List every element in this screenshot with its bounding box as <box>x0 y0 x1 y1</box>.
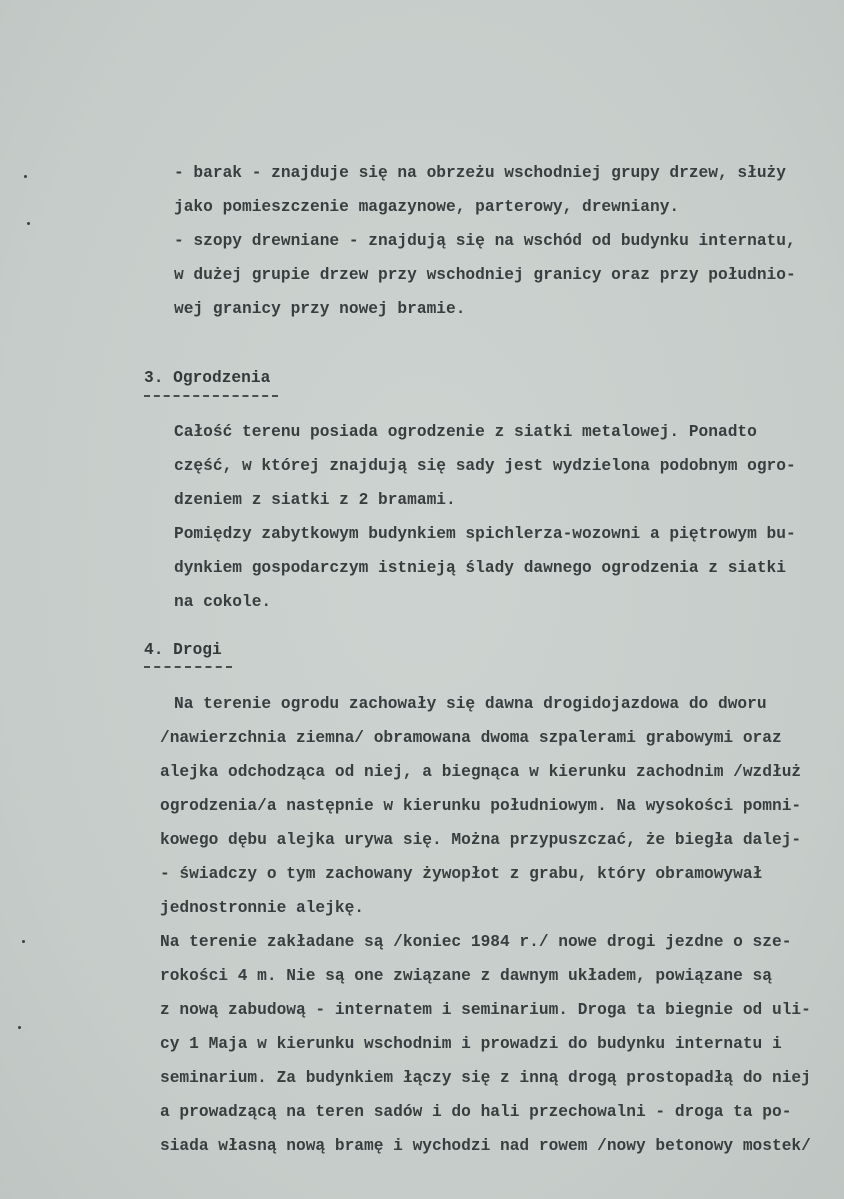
text-line: /nawierzchnia ziemna/ obramowana dwoma szpalerami grabowymi oraz <box>160 729 782 747</box>
section-heading-drogi: 4. Drogi <box>144 641 222 659</box>
text-line: cy 1 Maja w kierunku wschodnim i prowadzi do budynku internatu i <box>160 1035 782 1053</box>
heading-underline <box>144 395 278 397</box>
text-line: Pomiędzy zabytkowym budynkiem spichlerza-wozowni a piętrowym bu- <box>174 525 796 543</box>
text-line: na cokole. <box>174 593 272 611</box>
text-line: - barak - znajduje się na obrzeżu wschodniej grupy drzew, służy <box>174 164 786 182</box>
text-line: kowego dębu alejka urywa się. Można przypuszczać, że biegła dalej- <box>160 831 802 849</box>
text-line: dynkiem gospodarczym istnieją ślady dawnego ogrodzenia z siatki <box>174 559 786 577</box>
text-line: jako pomieszczenie magazynowe, parterowy, drewniany. <box>174 198 680 216</box>
text-line: a prowadzącą na teren sadów i do hali przechowalni - droga ta po- <box>160 1103 792 1121</box>
text-line: rokości 4 m. Nie są one związane z dawnym układem, powiązane są <box>160 967 772 985</box>
text-line: z nową zabudową - internatem i seminarium. Droga ta biegnie od uli- <box>160 1001 811 1019</box>
text-line: - szopy drewniane - znajdują się na wschód od budynku internatu, <box>174 232 796 250</box>
text-line: alejka odchodząca od niej, a biegnąca w kierunku zachodnim /wzdłuż <box>160 763 802 781</box>
text-line: Na terenie zakładane są /koniec 1984 r./ nowe drogi jezdne o sze- <box>160 933 792 951</box>
text-line: ogrodzenia/a następnie w kierunku południowym. Na wysokości pomni- <box>160 797 802 815</box>
margin-dot <box>24 175 27 178</box>
text-line: Na terenie ogrodu zachowały się dawna drogidojazdowa do dworu <box>174 695 767 713</box>
margin-dot <box>18 1026 21 1029</box>
text-line: dzeniem z siatki z 2 bramami. <box>174 491 456 509</box>
text-line: część, w której znajdują się sady jest wydzielona podobnym ogro- <box>174 457 796 475</box>
section-heading-ogrodzenia: 3. Ogrodzenia <box>144 369 271 387</box>
text-line: siada własną nową bramę i wychodzi nad rowem /nowy betonowy mostek/ <box>160 1137 811 1155</box>
text-line: Całość terenu posiada ogrodzenie z siatki metalowej. Ponadto <box>174 423 757 441</box>
text-line: - świadczy o tym zachowany żywopłot z grabu, który obramowywał <box>160 865 763 883</box>
text-line: w dużej grupie drzew przy wschodniej granicy oraz przy południo- <box>174 266 796 284</box>
margin-dot <box>27 222 30 225</box>
text-line: seminarium. Za budynkiem łączy się z inną drogą prostopadłą do niej <box>160 1069 811 1087</box>
text-line: wej granicy przy nowej bramie. <box>174 300 466 318</box>
margin-dot <box>22 940 25 943</box>
text-line: jednostronnie alejkę. <box>160 899 364 917</box>
heading-underline <box>144 666 232 668</box>
